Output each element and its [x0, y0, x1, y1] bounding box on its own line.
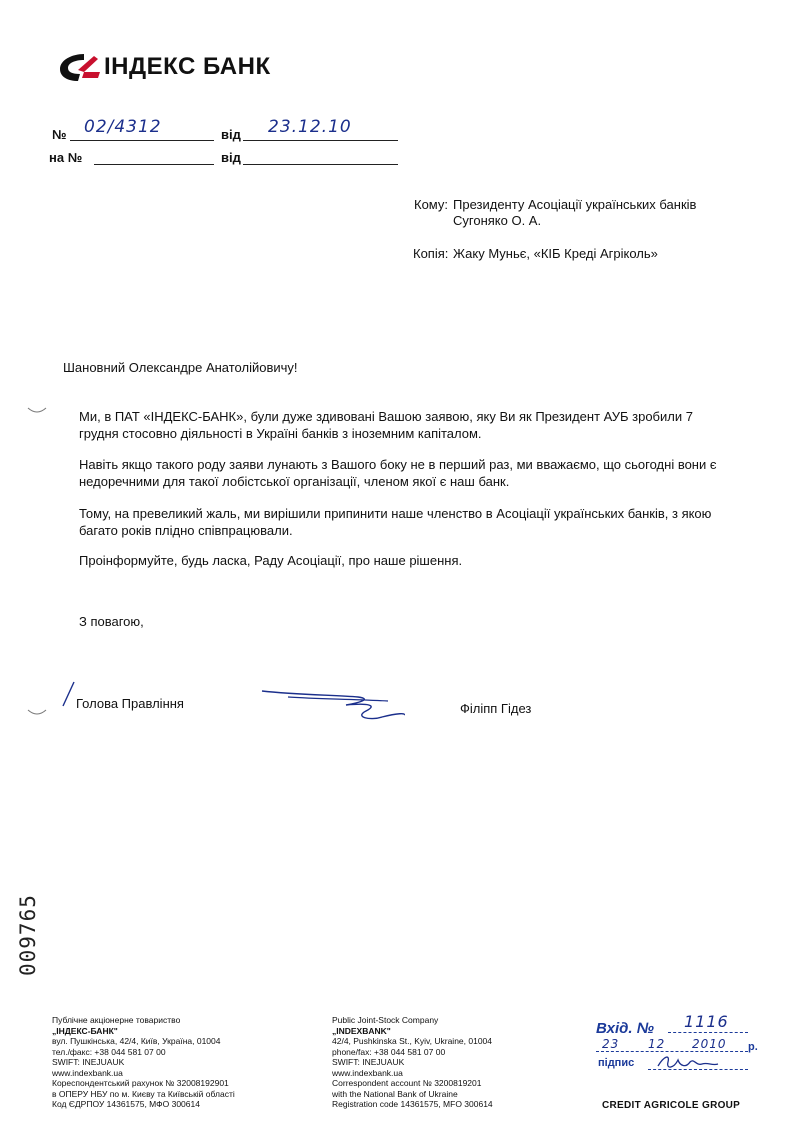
recipient-line-2: Сугоняко О. А. [453, 213, 542, 228]
recipient-line-1: Президенту Асоціації українських банків [453, 197, 697, 212]
in-reply-number-label: на № [49, 150, 83, 165]
incoming-stamp [596, 1010, 776, 1080]
copy-recipient: Жаку Муньє, «КІБ Креді Агріколь» [453, 246, 658, 261]
ref-number-value: 02/4312 [84, 117, 162, 137]
stamp-date-year: 2010 [692, 1037, 727, 1051]
paragraph-3: Тому, на превеликий жаль, ми вирішили припинити наше членство в Асоціації українських банків, з якою багато років плідно співпрацювали. [79, 506, 712, 538]
in-reply-date-line [243, 146, 398, 165]
in-reply-date-label: від [221, 150, 241, 165]
in-reply-number-line [94, 146, 214, 165]
copy-label: Копія: [413, 246, 449, 261]
credit-agricole-logo-icon [54, 50, 102, 84]
pen-tick-mark [61, 680, 77, 708]
stamp-date-month: 12 [648, 1037, 666, 1051]
serial-number: 009765 [16, 894, 40, 976]
handwritten-signature [258, 683, 408, 725]
punch-mark [26, 404, 48, 416]
signer-title: Голова Правління [76, 696, 184, 711]
paragraph-1: Ми, в ПАТ «ІНДЕКС-БАНК», були дуже здивовані Вашою заявою, яку Ви як Президент АУБ зробили 7 грудня стосовно діяльності в Україні банків з іноземним капіталом. [79, 409, 693, 441]
bank-logo-text: ІНДЕКС БАНК [104, 53, 271, 80]
stamp-signature-label: підпис [598, 1057, 635, 1069]
recipient-label: Кому: [414, 197, 448, 212]
footer-en: Public Joint-Stock Company „INDEXBANK" 42/4, Pushkinska St., Kyiv, Ukraine, 01004 phone/fax: +38 044 581 07 00 SWIFT: INEJUAUK www.indexbank.ua Correspondent account № 3200819201 with the National Bank of Ukraine Registration code 14361575, MFO 300614 [332, 1015, 493, 1109]
ref-date-label: від [221, 127, 241, 142]
stamp-incoming-number: 1116 [684, 1012, 729, 1031]
salutation: Шановний Олександре Анатолійовичу! [63, 360, 298, 375]
stamp-signature [656, 1052, 726, 1072]
ref-number-label: № [52, 127, 67, 142]
stamp-year-suffix: р. [748, 1041, 758, 1053]
paragraph-4: Проінформуйте, будь ласка, Раду Асоціації, про наше рішення. [79, 553, 463, 568]
footer-ua: Публічне акціонерне товариство „ІНДЕКС-БАНК" вул. Пушкінська, 42/4, Київ, Україна, 01004 тел./факс: +38 044 581 07 00 SWIFT: INEJUAUK www.indexbank.ua Кореспондентський рахунок № 32008192901 в ОПЕРУ НБУ по м. Києву та Київській області Код ЄДРПОУ 14361575, МФО 300614 [52, 1015, 235, 1109]
group-name: CREDIT AGRICOLE GROUP [602, 1100, 741, 1111]
stamp-incoming-label: Вхід. № [596, 1020, 654, 1037]
ref-date-value: 23.12.10 [268, 117, 352, 137]
signer-name: Філіпп Гідез [460, 701, 532, 716]
paragraph-2: Навіть якщо такого роду заяви лунають з Вашого боку не в перший раз, ми вважаємо, що сьогодні вони є недоречними для такої лобістської організації, членом якої є наш банк. [79, 457, 717, 489]
punch-mark [26, 706, 48, 718]
closing: З повагою, [79, 614, 144, 629]
stamp-date-day: 23 [602, 1037, 620, 1051]
